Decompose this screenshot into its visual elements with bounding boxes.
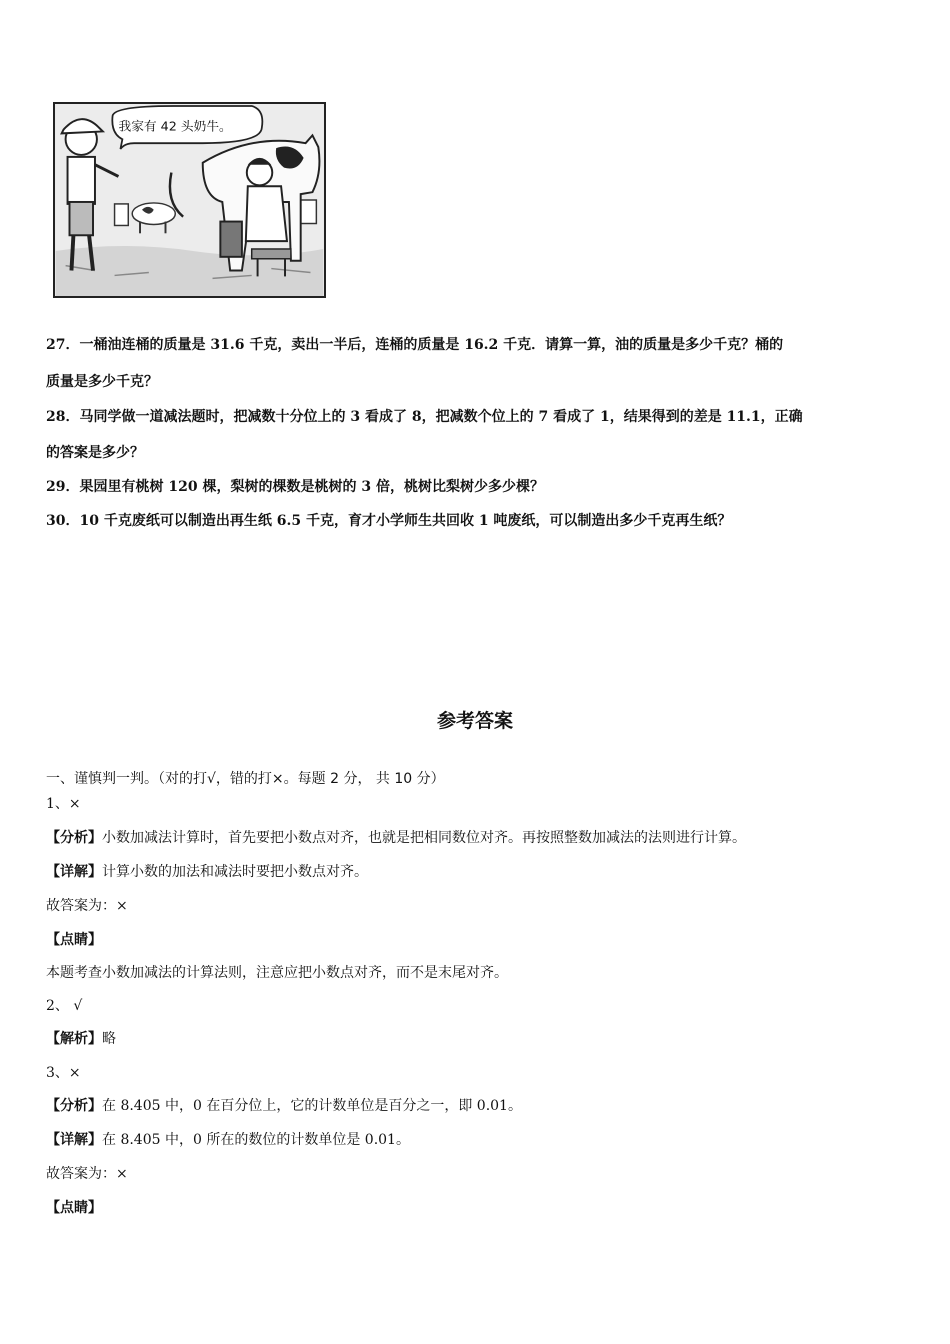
answer-line [46, 931, 910, 949]
answer-text: 计算小数的加法和减法时要把小数点对齐。 [102, 864, 368, 880]
question-28-line1: 28．马同学做一道减法题时，把减数十分位上的 3 看成了 8，把减数个位上的 7 看成了 1，结果得到的差是 11.1，正确 [46, 409, 803, 425]
answer-line [46, 1131, 910, 1149]
answer-line: 2、 √ [46, 998, 83, 1014]
answer-text: 在 8.405 中，0 所在的数位的计数单位是 0.01。 [102, 1132, 410, 1148]
illustration-drawing [55, 104, 324, 296]
question-28-line2: 的答案是多少？ [46, 445, 144, 461]
answer-line [46, 1030, 910, 1048]
question-30: 30．10 千克废纸可以制造出再生纸 6.5 千克，育才小学师生共回收 1 吨废纸，可以制造出多少千克再生纸？ [46, 513, 732, 529]
answer-text: 在 8.405 中，0 在百分位上，它的计数单位是百分之一，即 0.01。 [102, 1098, 522, 1114]
answers-title: 参考答案 [436, 710, 513, 732]
answer-tag: 【点睛】 [46, 1200, 102, 1216]
answer-text: 小数加减法计算时，首先要把小数点对齐，也就是把相同数位对齐。再按照整数加减法的法则进行计算。 [102, 830, 746, 846]
answer-line [46, 829, 910, 847]
answer-line [46, 1199, 910, 1217]
answer-line: 故答案为：× [46, 1166, 128, 1182]
answer-line: 本题考查小数加减法的计算法则，注意应把小数点对齐，而不是末尾对齐。 [46, 965, 508, 981]
cow-farm-illustration [53, 102, 326, 298]
answer-tag: 【详解】 [46, 864, 102, 880]
speech-bubble-text: 我家有 42 头奶牛。 [118, 119, 232, 135]
answer-tag: 【分析】 [46, 1098, 102, 1114]
answer-tag: 【点睛】 [46, 932, 102, 948]
answer-line: 故答案为：× [46, 898, 128, 914]
answer-line: 1、× [46, 796, 81, 812]
answer-tag: 【分析】 [46, 830, 102, 846]
answer-tag: 【详解】 [46, 1132, 102, 1148]
question-27-line1: 27．一桶油连桶的质量是 31.6 千克，卖出一半后，连桶的质量是 16.2 千克．请算一算，油的质量是多少千克？桶的 [46, 337, 784, 353]
answer-tag: 【解析】 [46, 1031, 102, 1047]
answers-section-1: 一、谨慎判一判。（对的打√，错的打×。每题 2 分， 共 10 分） [46, 771, 445, 787]
answer-text: 略 [102, 1031, 116, 1047]
answer-line [46, 863, 910, 881]
question-29: 29．果园里有桃树 120 棵，梨树的棵数是桃树的 3 倍，桃树比梨树少多少棵？ [46, 479, 544, 495]
answer-line [46, 1097, 910, 1115]
question-27-line2: 质量是多少千克？ [46, 374, 158, 390]
answer-line: 3、× [46, 1065, 81, 1081]
